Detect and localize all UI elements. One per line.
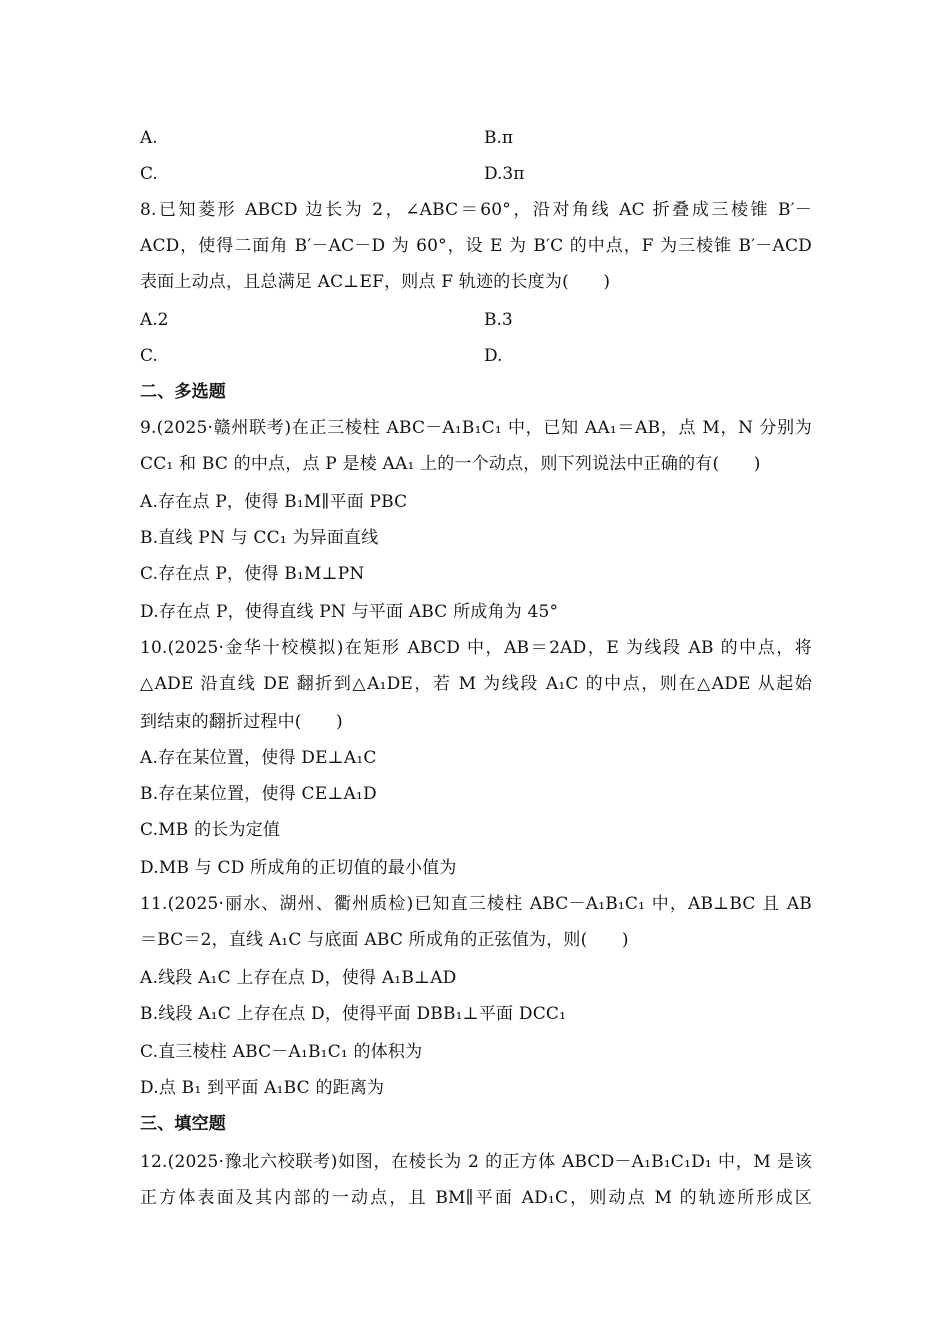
section-multiple-choice: 二、多选题 xyxy=(140,382,226,402)
q10-option-a: A.存在某位置，使得 DE⊥A₁C xyxy=(140,748,377,768)
q11-line-2: ＝BC＝2，直线 A₁C 与底面 ABC 所成角的正弦值为，则( ) xyxy=(140,930,629,950)
q11-option-b: B.线段 A₁C 上存在点 D，使得平面 DBB₁⊥平面 DCC₁ xyxy=(140,1004,567,1024)
q9-option-d: D.存在点 P，使得直线 PN 与平面 ABC 所成角为 45° xyxy=(140,602,559,622)
q10-line-3: 到结束的翻折过程中( ) xyxy=(140,712,343,732)
q9-line-1: 9.(2025·赣州联考)在正三棱柱 ABC－A₁B₁C₁ 中，已知 AA₁＝AB，点 M，N 分别为 xyxy=(140,418,812,438)
q12-line-1: 12.(2025·豫北六校联考)如图，在棱长为 2 的正方体 ABCD－A₁B₁C₁D₁ 中，M 是该 xyxy=(140,1152,812,1172)
q9-line-2: CC₁ 和 BC 的中点，点 P 是棱 AA₁ 上的一个动点，则下列说法中正确的有( ) xyxy=(140,454,761,474)
q11-option-d: D.点 B₁ 到平面 A₁BC 的距离为 xyxy=(140,1078,385,1098)
q8-line-2: ACD，使得二面角 B′－AC－D 为 60°，设 E 为 B′C 的中点，F 为三棱锥 B′－ACD xyxy=(140,236,812,256)
q12-line-2: 正方体表面及其内部的一动点，且 BM∥平面 AD₁C，则动点 M 的轨迹所形成区 xyxy=(140,1188,812,1208)
q8-option-b: B.3 xyxy=(484,310,513,330)
q8-line-1: 8.已知菱形 ABCD 边长为 2，∠ABC＝60°，沿对角线 AC 折叠成三棱锥 B′－ xyxy=(140,200,812,220)
section-fill-in-blank: 三、填空题 xyxy=(140,1114,226,1134)
q8-line-3: 表面上动点，且总满足 AC⊥EF，则点 F 轨迹的长度为( ) xyxy=(140,272,611,292)
q11-option-a: A.线段 A₁C 上存在点 D，使得 A₁B⊥AD xyxy=(140,968,457,988)
q9-option-b: B.直线 PN 与 CC₁ 为异面直线 xyxy=(140,528,379,548)
q8-option-d: D. xyxy=(484,346,503,366)
q8-option-a: A.2 xyxy=(140,310,169,330)
q9-option-a: A.存在点 P，使得 B₁M∥平面 PBC xyxy=(140,492,408,512)
q10-line-2: △ADE 沿直线 DE 翻折到△A₁DE，若 M 为线段 A₁C 的中点，则在△ADE 从起始 xyxy=(140,674,812,694)
q7-option-d: D.3π xyxy=(484,164,525,184)
q7-option-c: C. xyxy=(140,164,158,184)
q8-option-c: C. xyxy=(140,346,158,366)
q9-option-c: C.存在点 P，使得 B₁M⊥PN xyxy=(140,564,365,584)
q11-option-c: C.直三棱柱 ABC－A₁B₁C₁ 的体积为 xyxy=(140,1042,423,1062)
q7-option-b: B.π xyxy=(484,128,514,148)
q10-option-c: C.MB 的长为定值 xyxy=(140,820,281,840)
q10-option-d: D.MB 与 CD 所成角的正切值的最小值为 xyxy=(140,858,457,878)
q7-option-a: A. xyxy=(140,128,158,148)
q11-line-1: 11.(2025·丽水、湖州、衢州质检)已知直三棱柱 ABC－A₁B₁C₁ 中，AB⊥BC 且 AB xyxy=(140,894,812,914)
q10-option-b: B.存在某位置，使得 CE⊥A₁D xyxy=(140,784,377,804)
q10-line-1: 10.(2025·金华十校模拟)在矩形 ABCD 中，AB＝2AD，E 为线段 AB 的中点，将 xyxy=(140,638,812,658)
